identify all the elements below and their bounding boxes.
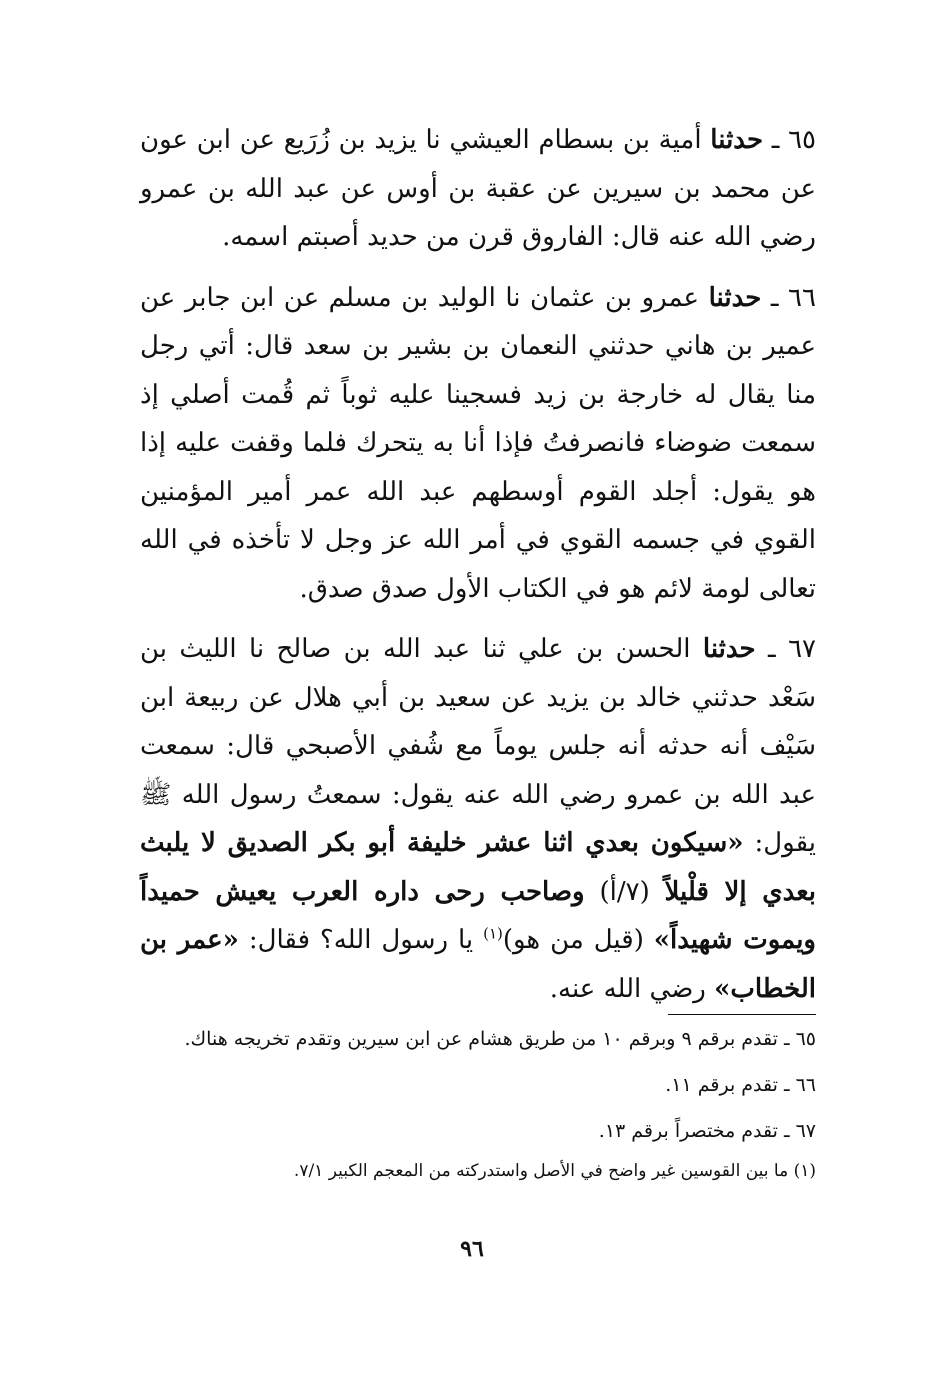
- main-text: [140, 116, 816, 1025]
- footnote-67: ٦٧ ـ تقدم مختصراً برقم ١٣.: [598, 1120, 816, 1142]
- page-number: ٩٦: [460, 1236, 484, 1262]
- hadith-lead-word: حدثنا: [708, 282, 762, 313]
- text-run: الحسن بن علي ثنا عبد الله بن صالح نا الليث بن سَعْد حدثني خالد بن يزيد عن سعيد بن أبي هلال عن ربيعة ابن سَيْف أنه حدثه أنه جلس يوماً مع شُفي الأصبحي قال: سمعت عبد الله بن عمرو رضي الله عنه يقول: سمعتُ رسول الله ﷺ يقول:: [140, 634, 816, 858]
- text-run: (قيل من هو): [502, 925, 654, 955]
- text-run: (٧/أ): [584, 876, 665, 907]
- hadith-number: ٦٦: [788, 282, 816, 313]
- bold-text-run: وصاحب رحى داره العرب يعيش حميداً ويموت شهيداً»: [140, 876, 816, 955]
- text-run: عمرو بن عثمان نا الوليد بن مسلم عن ابن جابر عن عمير بن هاني حدثني النعمان بن بشير بن سعد قال: أتي رجل منا يقال له خارجة بن زيد فسجينا عليه ثوباً ثم قُمت أصلي إذ سمعت ضوضاء فانصرفتُ فإذا أنا به يتحرك فلما وقفت عليه إذا هو يقول: أجلد القوم أوسطهم عبد الله عمر أمير المؤمنين القوي في جسمه القوي في أمر الله عز وجل لا تأخذه في الله تعالى لومة لائم هو في الكتاب الأول صدق صدق.: [140, 282, 816, 604]
- footnote-marker: (١): [483, 924, 503, 943]
- text-run: رضي الله عنه.: [549, 973, 715, 1004]
- hadith-paragraph: [140, 625, 816, 1013]
- hadith-dash: ـ: [761, 282, 789, 313]
- hadith-lead-word: حدثنا: [710, 125, 764, 155]
- hadith-text: [140, 283, 816, 604]
- hadith-paragraph: [140, 116, 816, 262]
- editor-margin-note: (١) ما بين القوسين غير واضح في الأصل واستدركته من المعجم الكبير ٧/١.: [293, 1161, 816, 1181]
- hadith-dash: ـ: [763, 125, 789, 155]
- bold-text-run: «عمر بن الخطاب»: [140, 925, 816, 1004]
- hadith-dash: ـ: [755, 634, 789, 664]
- bold-text-run: «سيكون بعدي اثنا عشر خليفة أبو بكر الصديق لا يلبث بعدي إلا قلْيلاً: [140, 828, 816, 907]
- hadith-paragraph: [140, 274, 816, 614]
- hadith-lead-word: حدثنا: [702, 634, 756, 664]
- footnote-66: ٦٦ ـ تقدم برقم ١١.: [665, 1074, 816, 1096]
- hadith-number: ٦٧: [788, 634, 816, 664]
- footnotes: [140, 1024, 816, 1202]
- footnote-divider: [668, 1014, 816, 1015]
- hadith-text: [140, 634, 816, 1004]
- text-run: يا رسول الله؟ فقال:: [238, 925, 484, 955]
- footnote-65: ٦٥ ـ تقدم برقم ٩ وبرقم ١٠ من طريق هشام عن ابن سيرين وتقدم تخريجه هناك.: [184, 1028, 816, 1050]
- hadith-number: ٦٥: [788, 125, 816, 155]
- text-run: أمية بن بسطام العيشي نا يزيد بن زُرَيع عن ابن عون عن محمد بن سيرين عن عقبة بن أوس عن عبد الله بن عمرو رضي الله عنه قال: الفاروق قرن من حديد أصبتم اسمه.: [140, 125, 816, 252]
